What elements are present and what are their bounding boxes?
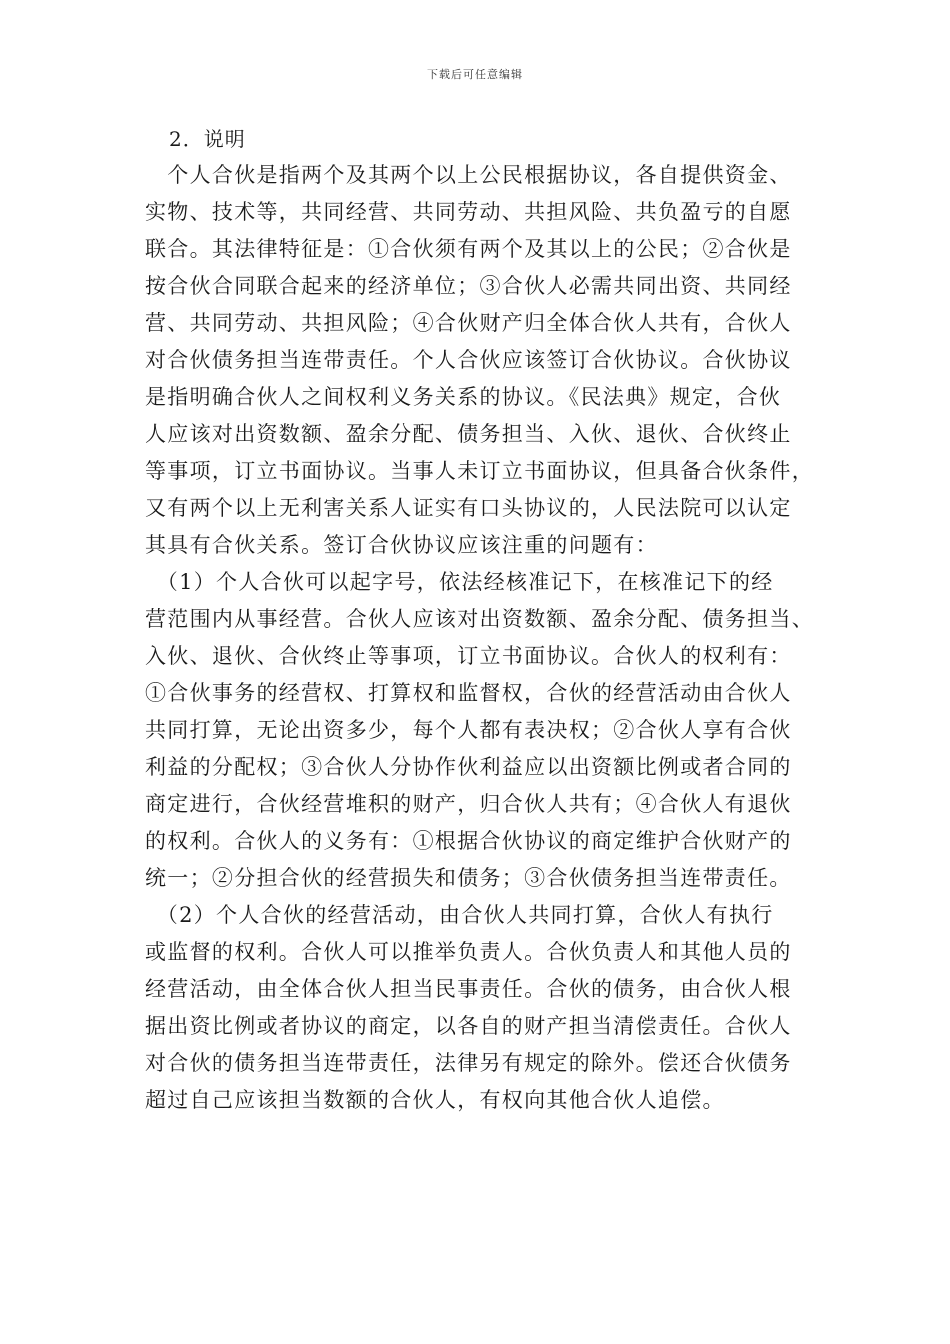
text-line: 营范围内从事经营。合伙人应该对出资数额、盈余分配、债务担当、: [145, 607, 814, 631]
text-line: 利益的分配权；③合伙人分协作伙利益应以出资额比例或者合同的: [145, 755, 792, 779]
text-line: 超过自己应该担当数额的合伙人，有权向其他合伙人追偿。: [145, 1088, 725, 1112]
text-line: 对合伙债务担当连带责任。个人合伙应该签订合伙协议。合伙协议: [145, 348, 792, 372]
text-line: 商定进行，合伙经营堆积的财产，归合伙人共有；④合伙人有退伙: [145, 792, 792, 816]
text-line: 的权利。合伙人的义务有：①根据合伙协议的商定维护合伙财产的: [145, 829, 792, 853]
paragraph-item-1: [145, 564, 825, 897]
section-title: 2．说明: [169, 127, 246, 151]
text-line: 又有两个以上无利害关系人证实有口头协议的，人民法院可以认定: [145, 496, 792, 520]
text-line: 人应该对出资数额、盈余分配、债务担当、入伙、退伙、合伙终止: [145, 422, 792, 446]
text-line: 联合。其法律特征是：①合伙须有两个及其以上的公民；②合伙是: [145, 237, 792, 261]
paragraph-item-2: [145, 897, 825, 1119]
text-line: 对合伙的债务担当连带责任，法律另有规定的除外。偿还合伙债务: [145, 1051, 792, 1075]
text-line: 等事项，订立书面协议。当事人未订立书面协议，但具备合伙条件，: [145, 459, 814, 483]
text-line: 入伙、退伙、合伙终止等事项，订立书面协议。合伙人的权利有：: [145, 644, 792, 668]
text-line: 共同打算，无论出资多少，每个人都有表决权；②合伙人享有合伙: [145, 718, 792, 742]
text-line: 其具有合伙关系。签订合伙协议应该注重的问题有：: [145, 533, 658, 557]
text-line: 按合伙合同联合起来的经济单位；③合伙人必需共同出资、共同经: [145, 274, 792, 298]
text-line: 是指明确合伙人之间权利义务关系的协议。《民法典》规定，合伙: [145, 385, 782, 409]
text-line: ①合伙事务的经营权、打算权和监督权，合伙的经营活动由合伙人: [145, 681, 792, 705]
text-line: 实物、技术等，共同经营、共同劳动、共担风险、共负盈亏的自愿: [145, 200, 792, 224]
text-line: 据出资比例或者协议的商定，以各自的财产担当清偿责任。合伙人: [145, 1014, 792, 1038]
text-line: （2）个人合伙的经营活动，由合伙人共同打算，合伙人有执行: [145, 903, 774, 927]
text-line: 营、共同劳动、共担风险；④合伙财产归全体合伙人共有，合伙人: [145, 311, 792, 335]
page-header: 下载后可任意编辑: [427, 68, 523, 81]
text-line: （1）个人合伙可以起字号，依法经核准记下，在核准记下的经: [145, 570, 774, 594]
document-body: [145, 121, 825, 1119]
text-line: 经营活动，由全体合伙人担当民事责任。合伙的债务，由合伙人根: [145, 977, 792, 1001]
paragraph-definition: [145, 157, 825, 564]
text-line: 个人合伙是指两个及其两个以上公民根据协议，各自提供资金、: [145, 163, 792, 187]
text-line: 或监督的权利。合伙人可以推举负责人。合伙负责人和其他人员的: [145, 940, 792, 964]
text-line: 统一；②分担合伙的经营损失和债务；③合伙债务担当连带责任。: [145, 866, 792, 890]
